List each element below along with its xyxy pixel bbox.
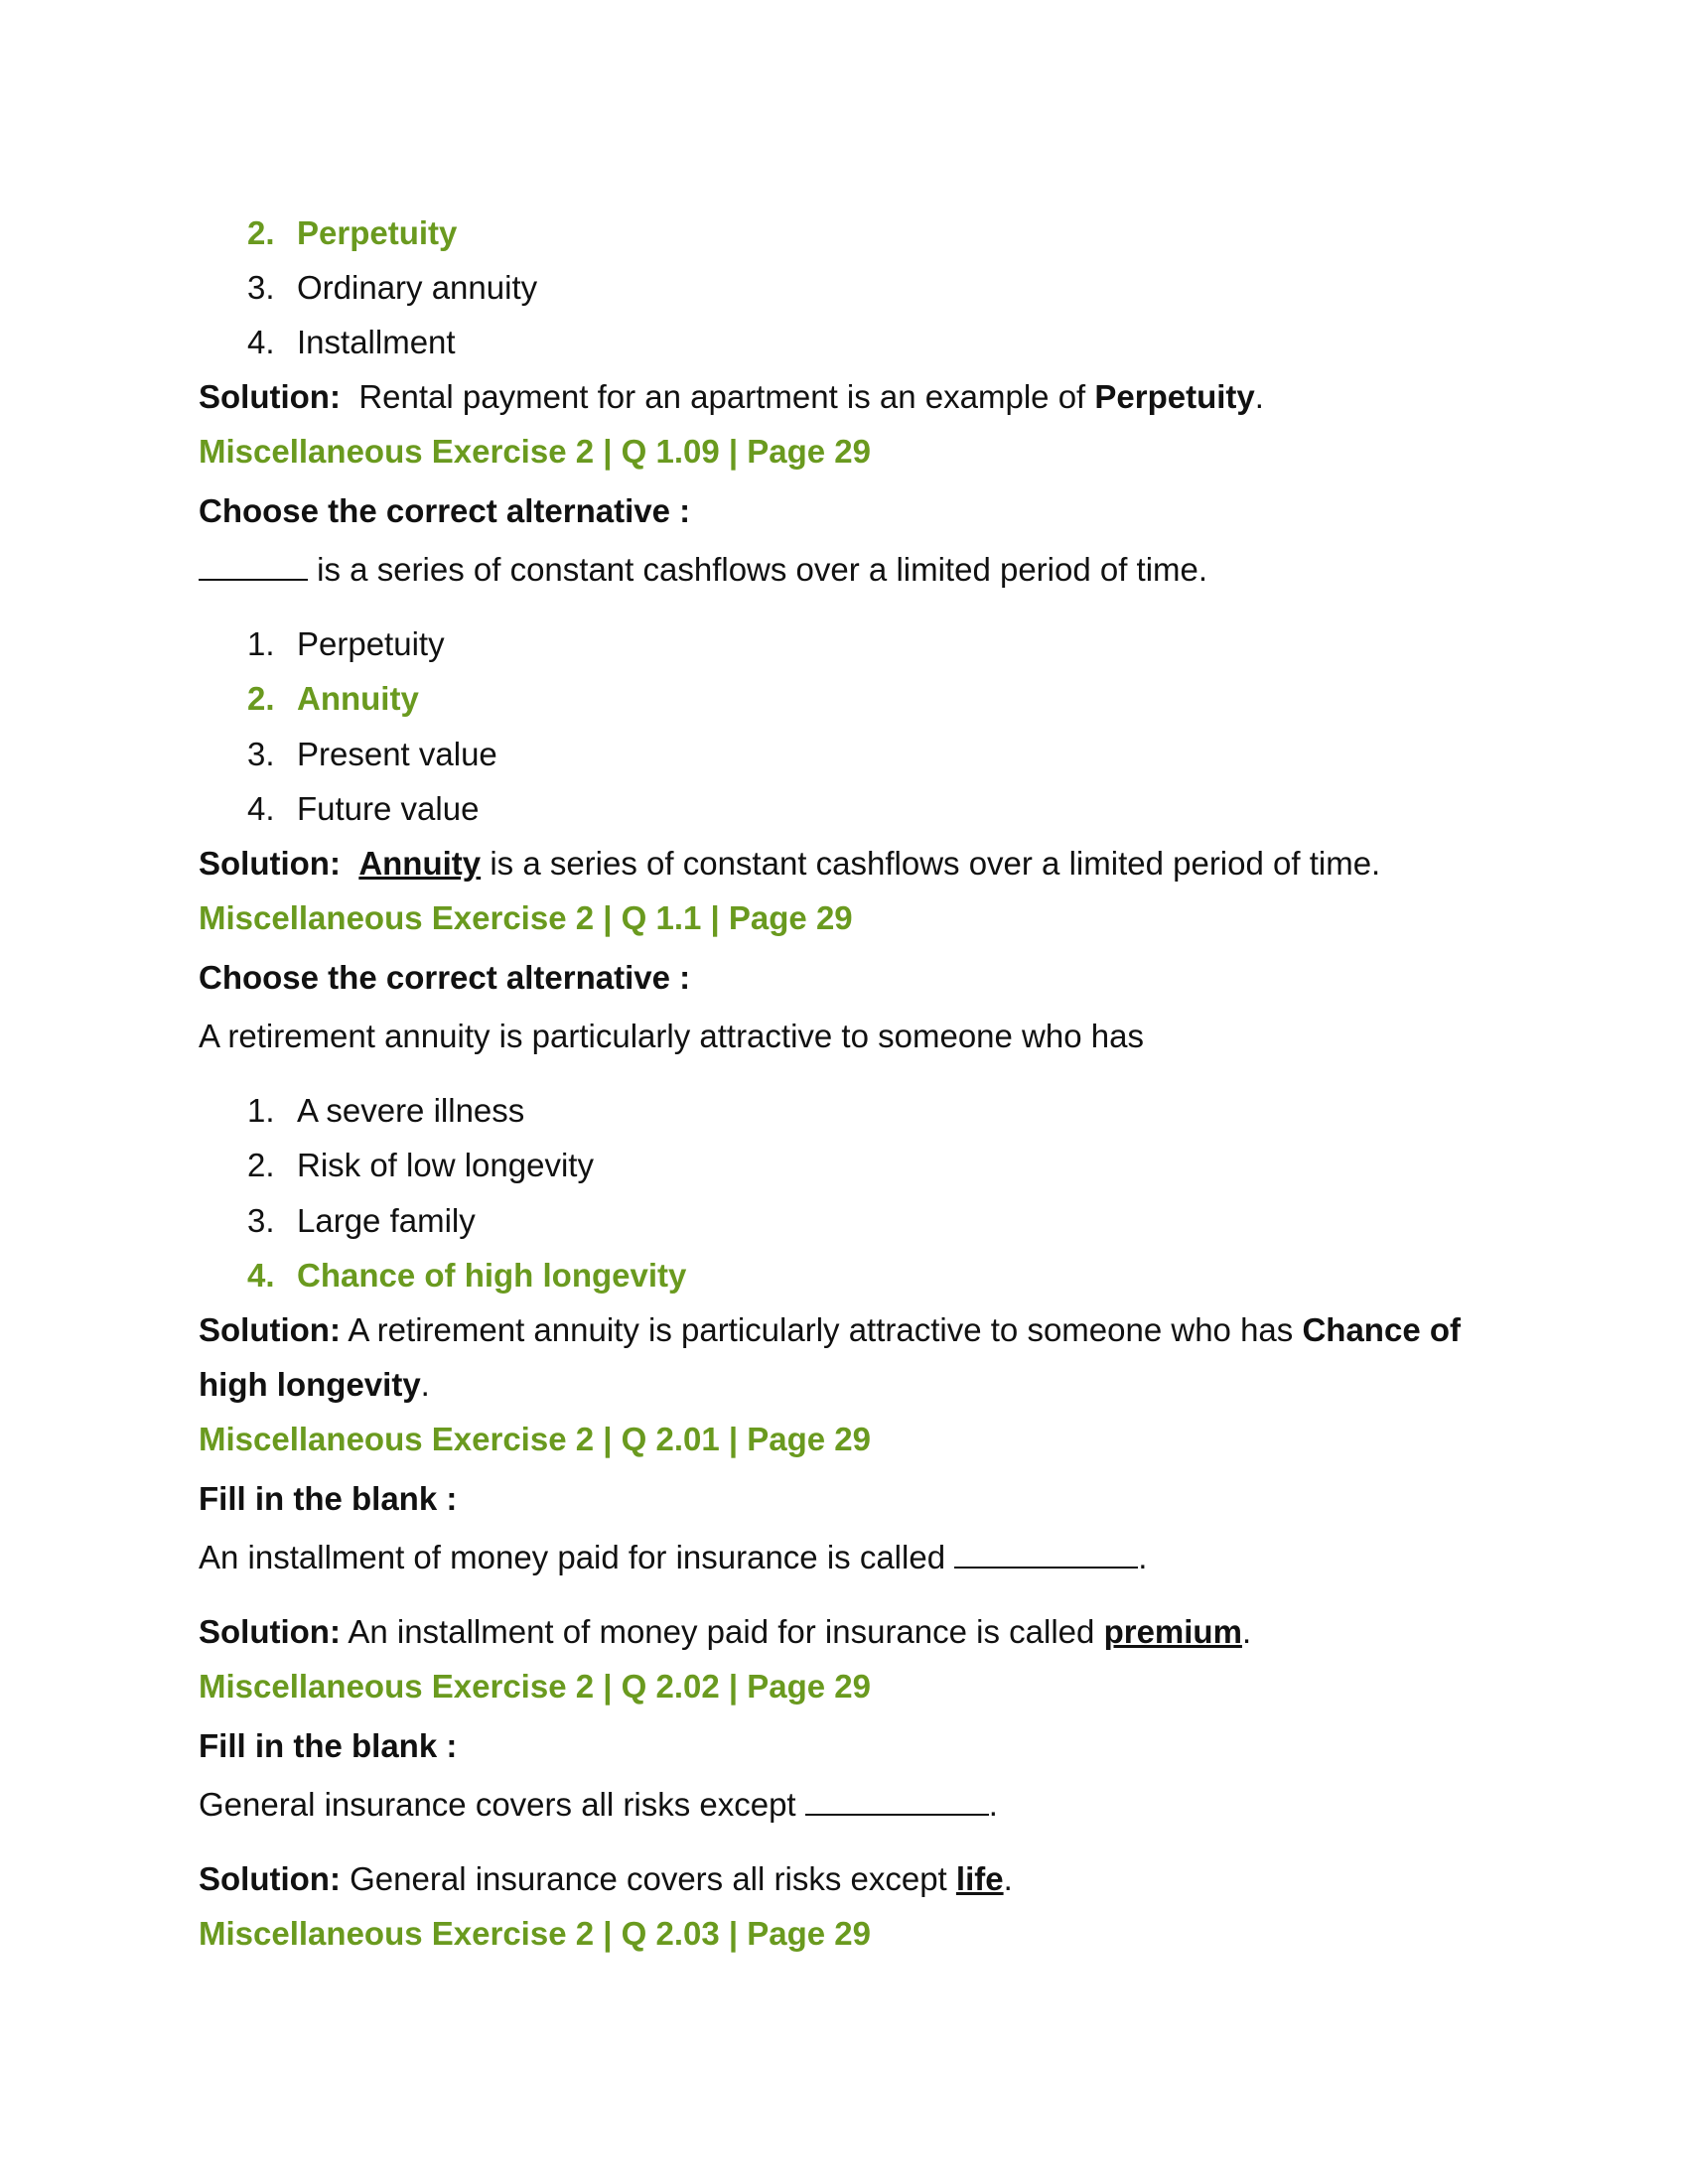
solution: Solution: Annuity is a series of constant cashflows over a limited period of time.: [199, 845, 1381, 882]
option: 1. Perpetuity: [247, 625, 445, 662]
exercise-heading[interactable]: Miscellaneous Exercise 2 | Q 2.02 | Page 29: [199, 1668, 872, 1705]
answer-blank: [199, 553, 308, 581]
solution: Solution: A retirement annuity is particularly attractive to someone who has Chance of: [199, 1311, 1461, 1348]
option-correct: 2. Annuity: [247, 680, 419, 717]
option: 3. Large family: [247, 1202, 476, 1239]
exercise-heading[interactable]: Miscellaneous Exercise 2 | Q 1.1 | Page 29: [199, 899, 853, 936]
question-text: General insurance covers all risks except .: [199, 1786, 998, 1823]
solution: Solution: An installment of money paid for insurance is called premium.: [199, 1613, 1252, 1650]
solution: Solution: General insurance covers all risks except life.: [199, 1860, 1013, 1897]
question-text: is a series of constant cashflows over a limited period of time.: [199, 550, 1207, 590]
question-text: A retirement annuity is particularly attractive to someone who has: [199, 1018, 1144, 1054]
answer-blank: [805, 1788, 989, 1816]
solution-continued: high longevity.: [199, 1366, 430, 1403]
solution: Solution: Rental payment for an apartment is an example of Perpetuity.: [199, 378, 1264, 415]
question-prompt: Fill in the blank :: [199, 1727, 458, 1764]
option: 2. Risk of low longevity: [247, 1147, 594, 1183]
option: 3. Ordinary annuity: [247, 269, 538, 306]
exercise-heading[interactable]: Miscellaneous Exercise 2 | Q 1.09 | Page 29: [199, 433, 872, 470]
option-correct: 2. Perpetuity: [247, 214, 458, 251]
question-prompt: Choose the correct alternative :: [199, 492, 691, 529]
exercise-heading[interactable]: Miscellaneous Exercise 2 | Q 2.01 | Page 29: [199, 1421, 872, 1457]
option-correct: 4. Chance of high longevity: [247, 1257, 687, 1294]
option: 3. Present value: [247, 736, 497, 772]
option: 4. Future value: [247, 790, 480, 827]
answer-blank: [954, 1541, 1138, 1569]
option: 4. Installment: [247, 324, 456, 360]
option: 1. A severe illness: [247, 1092, 525, 1129]
exercise-heading[interactable]: Miscellaneous Exercise 2 | Q 2.03 | Page 29: [199, 1915, 872, 1952]
question-prompt: Choose the correct alternative :: [199, 959, 691, 996]
question-text: An installment of money paid for insurance is called .: [199, 1539, 1148, 1575]
question-prompt: Fill in the blank :: [199, 1480, 458, 1517]
